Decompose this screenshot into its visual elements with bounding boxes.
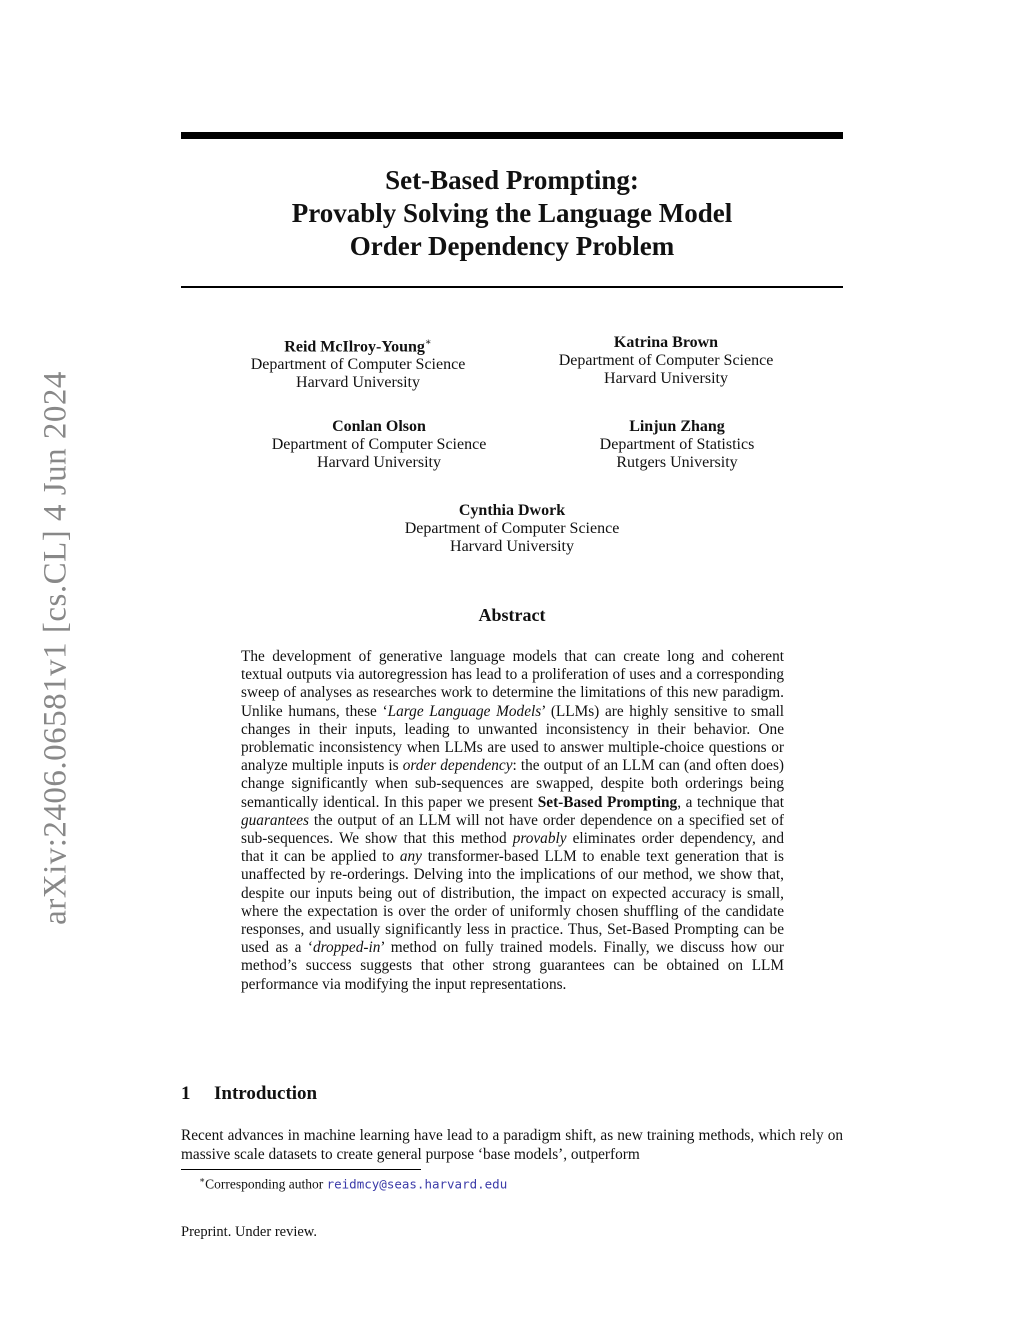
author-university: Harvard University — [604, 370, 728, 387]
email-link[interactable]: reidmcy@seas.harvard.edu — [326, 1176, 508, 1192]
footnote: ∗Corresponding author reidmcy@seas.harvard.edu — [199, 1175, 508, 1192]
author-name: Cynthia Dwork — [458, 502, 566, 519]
paper-title — [181, 164, 843, 263]
method-name: Set-Based Prompting — [537, 793, 678, 811]
author-name: Katrina Brown — [613, 334, 719, 351]
author-name: Linjun Zhang — [629, 418, 725, 435]
author-block — [208, 334, 508, 392]
author-university: Harvard University — [317, 454, 441, 471]
author-name: Reid McIlroy-Young∗ — [284, 337, 432, 356]
title-bottom-rule — [181, 286, 843, 288]
author-department: Department of Computer Science — [250, 356, 466, 374]
author-university: Rutgers University — [616, 454, 738, 471]
abstract-heading: Abstract — [478, 605, 546, 625]
introduction-text: Recent advances in machine learning have lead to a paradigm shift, as new training methods, which rely on massive scale datasets to create general purpose ‘base models’, outperform — [181, 1127, 843, 1163]
author-department: Department of Computer Science — [558, 352, 774, 369]
author-university: Harvard University — [450, 538, 574, 555]
abstract-text: The development of generative language models that can create long and coherent textual outputs via autoregression has lead to a proliferation of uses and a corresponding sweep of analyses as researches work to determine the limitations of this new paradigm. Unlike humans, these ‘Large Language Models’ (LLMs) are highly sensitive to small changes in their inputs, leading to unwanted inconsistency in their behavior. One problematic inconsistency when LLMs are used to answer multiple-choice questions or analyze multiple inputs is order dependency: the output of an LLM can (and often does) change significantly when sub-sequences are swapped, despite both orderings being semantically identical. In this paper we present Set-Based Prompting, a technique that guarantees the output of an LLM will not have order dependence on a specified set of sub-sequences. We show that this method provably eliminates order dependency, and that it can be applied to any transformer-based LLM to enable text generation that is unaffected by re-orderings. Delving into the implications of our method, we show that, despite our inputs being out of distribution, the impact on expected accuracy is small, where the expectation is over the order of uniformly chosen shuffling of the candidate responses, and usually significantly less in practice. Thus, Set-Based Prompting can be used as a ‘dropped-in’ method on fully trained models. Finally, we discuss how our method’s success suggests that other strong guarantees can be obtained on LLM performance via modifying the input representations. — [241, 648, 785, 993]
author-block — [516, 334, 816, 388]
footnote-marker: ∗ — [199, 1175, 206, 1185]
title-line-3: Order Dependency Problem — [349, 231, 675, 261]
title-line-1: Set-Based Prompting: — [385, 165, 639, 195]
preprint-note: Preprint. Under review. — [181, 1224, 317, 1240]
title-line-2: Provably Solving the Language Model — [291, 198, 733, 228]
title-top-rule — [181, 132, 843, 139]
author-department: Department of Computer Science — [404, 520, 620, 537]
author-department: Department of Statistics — [599, 436, 755, 453]
author-university: Harvard University — [296, 374, 420, 392]
emphasis: Large Language Models — [387, 702, 542, 720]
section-heading — [181, 1083, 317, 1105]
footnote-rule — [181, 1169, 421, 1170]
author-block — [362, 502, 662, 556]
emphasis: guarantees — [241, 811, 309, 829]
section-title: Introduction — [214, 1083, 318, 1104]
author-block — [527, 418, 827, 472]
arxiv-identifier: arXiv:2406.06581v1 [cs.CL] 4 Jun 2024 — [37, 371, 74, 925]
footnote-marker: ∗ — [424, 337, 432, 348]
author-department: Department of Computer Science — [271, 436, 487, 453]
emphasis: any — [399, 848, 422, 866]
section-number: 1 — [181, 1083, 191, 1104]
emphasis: order dependency — [402, 757, 513, 775]
author-block — [229, 418, 529, 472]
emphasis: dropped-in — [312, 939, 381, 957]
author-name: Conlan Olson — [332, 418, 426, 435]
emphasis: provably — [512, 830, 567, 848]
